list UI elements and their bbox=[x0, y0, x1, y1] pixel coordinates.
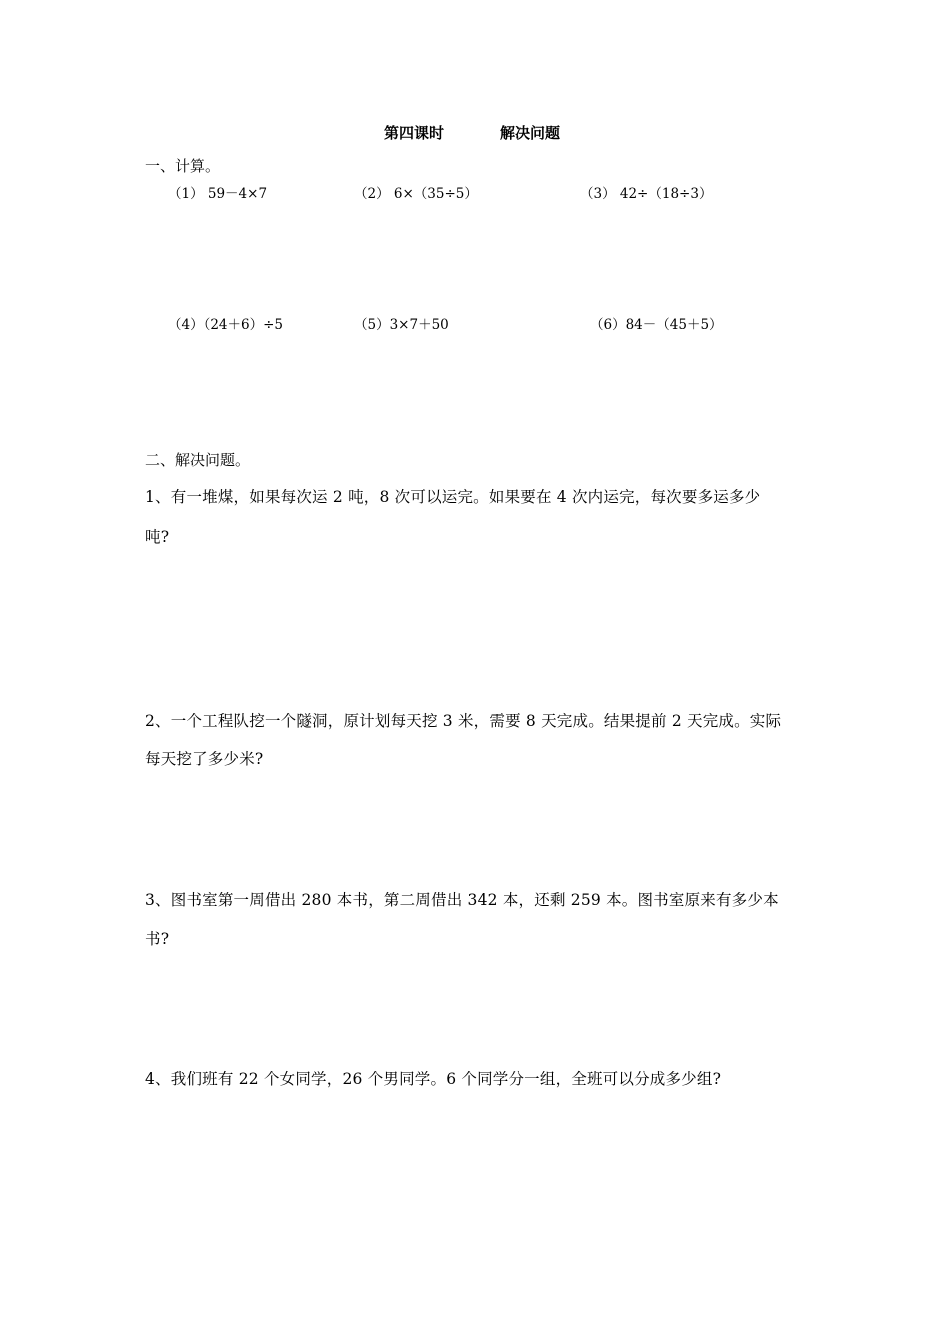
title-part1: 第四课时 bbox=[384, 124, 445, 142]
calc-item-5: （5）3×7＋50 bbox=[354, 317, 449, 333]
calc-item-1: （1） 59－4×7 bbox=[168, 186, 268, 202]
calc-item-4: （4）（24＋6）÷5 bbox=[168, 317, 284, 333]
question-1-line2: 吨? bbox=[145, 528, 170, 546]
question-4-line1: 4、我们班有 22 个女同学，26 个男同学。6 个同学分一组，全班可以分成多少组? bbox=[145, 1070, 722, 1088]
section2-heading: 二、解决问题。 bbox=[145, 451, 251, 469]
question-2-line1: 2、一个工程队挖一个隧洞，原计划每天挖 3 米，需要 8 天完成。结果提前 2 天完成。实际 bbox=[145, 712, 782, 730]
calc-item-2: （2） 6×（35÷5） bbox=[354, 186, 478, 202]
title-part2: 解决问题 bbox=[500, 124, 561, 142]
question-3-line1: 3、图书室第一周借出 280 本书，第二周借出 342 本，还剩 259 本。图书室原来有多少本 bbox=[145, 891, 779, 909]
question-3-line2: 书? bbox=[145, 930, 170, 948]
section1-heading: 一、计算。 bbox=[145, 157, 221, 175]
question-1-line1: 1、有一堆煤，如果每次运 2 吨，8 次可以运完。如果要在 4 次内运完，每次要多运多少 bbox=[145, 488, 761, 506]
calc-item-3: （3） 42÷（18÷3） bbox=[580, 186, 713, 202]
calc-item-6: （6）84－（45＋5） bbox=[590, 317, 723, 333]
question-2-line2: 每天挖了多少米? bbox=[145, 750, 264, 768]
